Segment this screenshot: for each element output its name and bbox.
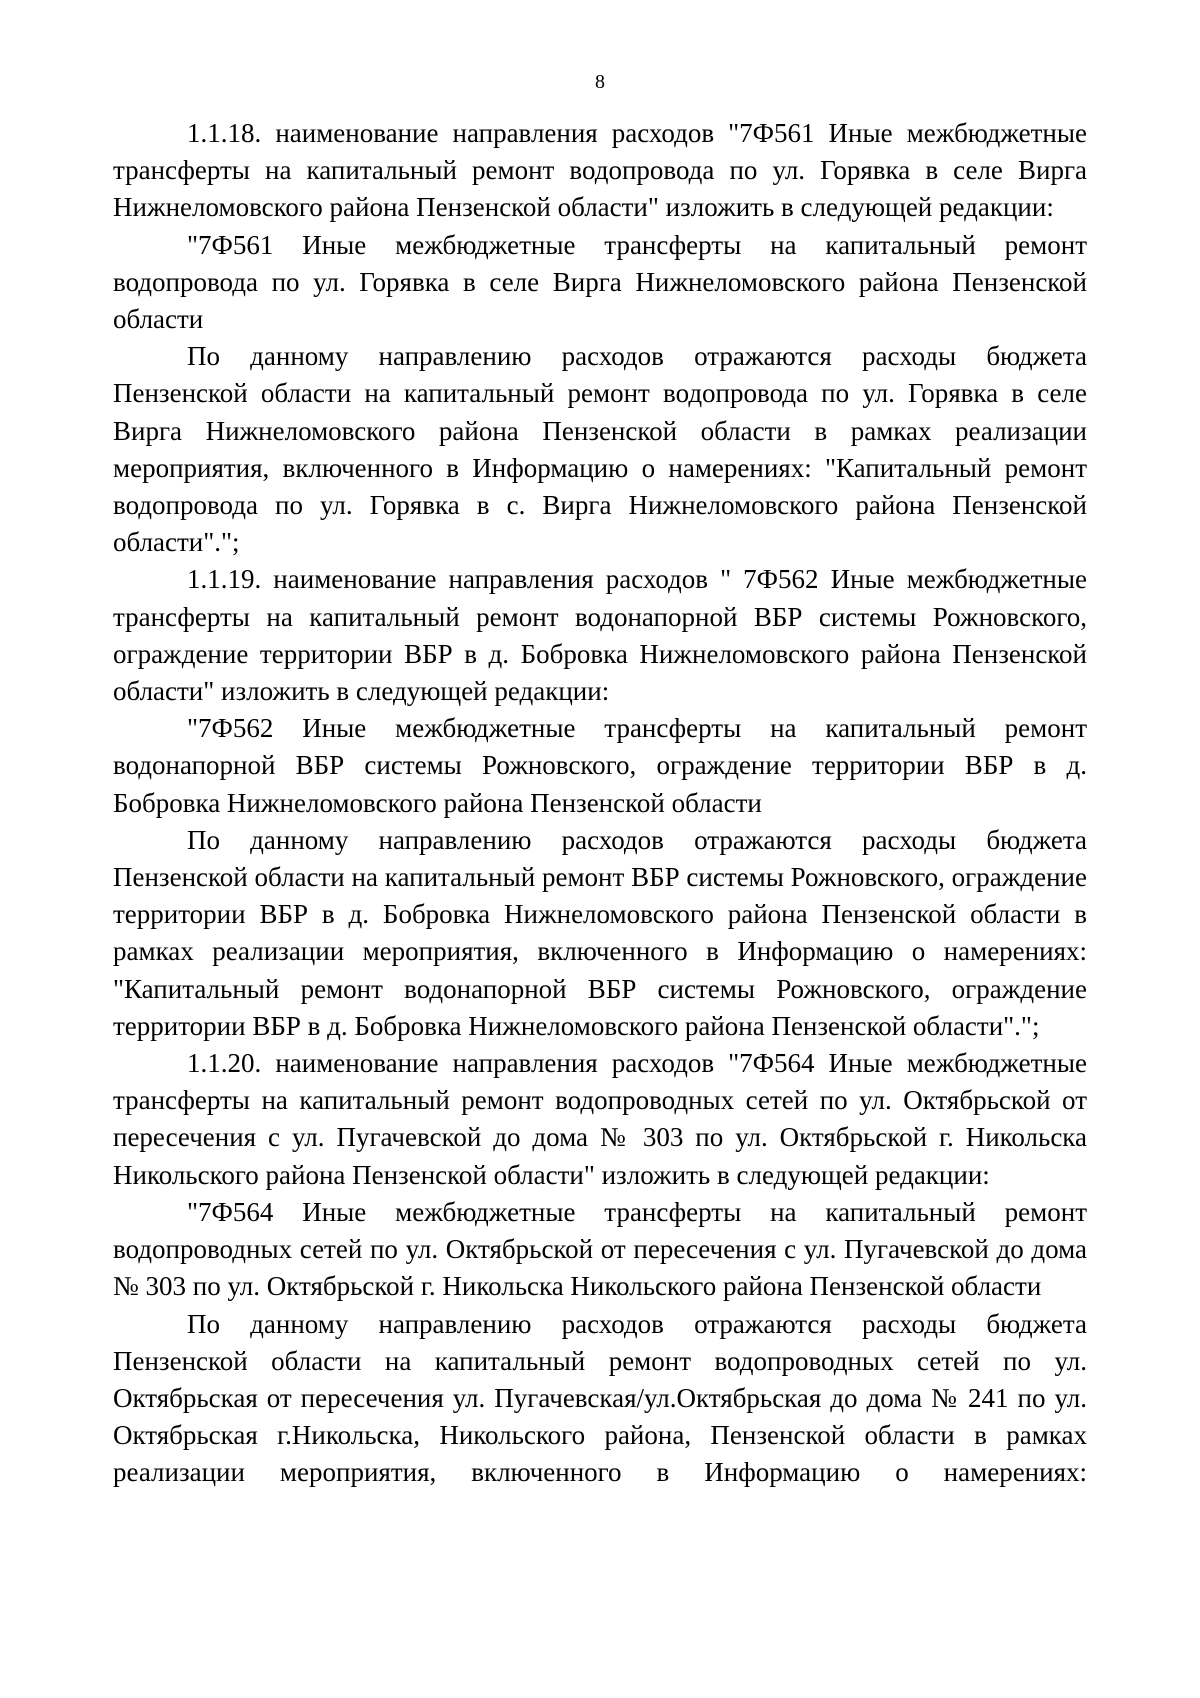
paragraph-7f564-title: "7Ф564 Иные межбюджетные трансферты на капитальный ремонт водопроводных сетей по ул. Октябрьской от пересечения с ул. Пугачевской до дома № 303 по ул. Октябрьской г. Никольска Никольского района Пензенской области xyxy=(113,1196,1087,1302)
document-body xyxy=(113,115,1087,1492)
paragraph-7f561-description: По данному направлению расходов отражаются расходы бюджета Пензенской области на капитальный ремонт водопровода по ул. Горявка в селе Вирга Нижнеломовского района Пензенской области в рамках реализации мероприятия, включенного в Информацию о намерениях: "Капитальный ремонт водопровода по ул. Горявка в с. Вирга Нижнеломовского района Пензенской области"."; xyxy=(113,341,1087,558)
paragraph-1-1-19-heading: 1.1.19. наименование направления расходов " 7Ф562 Иные межбюджетные трансферты на капитальный ремонт водонапорной ВБР системы Рожновского, ограждение территории ВБР в д. Бобровка Нижнеломовского района Пензенской области" изложить в следующей редакции: xyxy=(113,564,1087,707)
paragraph-7f561-title: "7Ф561 Иные межбюджетные трансферты на капитальный ремонт водопровода по ул. Горявка в селе Вирга Нижнеломовского района Пензенской области xyxy=(113,229,1087,335)
page-number: 8 xyxy=(595,71,605,93)
paragraph-1-1-20-heading: 1.1.20. наименование направления расходов "7Ф564 Иные межбюджетные трансферты на капитальный ремонт водопроводных сетей по ул. Октябрьской от пересечения с ул. Пугачевской до дома № 303 по ул. Октябрьской г. Никольска Никольского района Пензенской области" изложить в следующей редакции: xyxy=(113,1048,1087,1190)
paragraph-7f562-description: По данному направлению расходов отражаются расходы бюджета Пензенской области на капитальный ремонт ВБР системы Рожновского, ограждение территории ВБР в д. Бобровка Нижнеломовского района Пензенской области в рамках реализации мероприятия, включенного в Информацию о намерениях: "Капитальный ремонт водонапорной ВБР системы Рожновского, ограждение территории ВБР в д. Бобровка Нижнеломовского района Пензенской области"."; xyxy=(113,824,1087,1041)
paragraph-7f564-description: По данному направлению расходов отражаются расходы бюджета Пензенской области на капитальный ремонт водопроводных сетей по ул. Октябрьская от пересечения ул. Пугачевская/ул.Октябрьская до дома № 241 по ул. Октябрьская г.Никольска, Никольского района, Пензенской области в рамках реализации мероприятия, включенного в Информацию о намерениях: xyxy=(113,1308,1087,1488)
paragraph-7f562-title: "7Ф562 Иные межбюджетные трансферты на капитальный ремонт водонапорной ВБР системы Рожновского, ограждение территории ВБР в д. Бобровка Нижнеломовского района Пензенской области xyxy=(113,713,1087,818)
paragraph-1-1-18-heading: 1.1.18. наименование направления расходов "7Ф561 Иные межбюджетные трансферты на капитальный ремонт водопровода по ул. Горявка в селе Вирга Нижнеломовского района Пензенской области" изложить в следующей редакции: xyxy=(113,118,1087,223)
